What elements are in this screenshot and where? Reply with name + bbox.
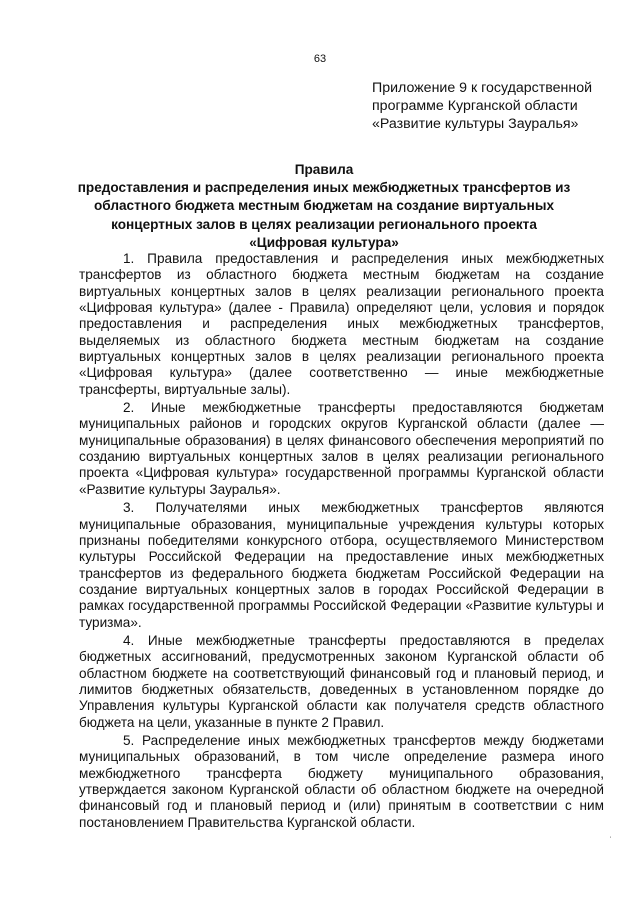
title-line: «Цифровая культура» bbox=[249, 234, 399, 250]
paragraph-4: 4. Иные межбюджетные трансферты предоставляются в пределах бюджетных ассигнований, предусмотренных законом Курганской области об областном бюджете на соответствующий финансовый год и плановый период, и лимитов бюджетных обязательств, доведенных в установленном порядке до Управления культуры Курганской области как получателя средств областного бюджета на цели, указанные в пункте 2 Правил. bbox=[79, 632, 604, 730]
title-line: Правила bbox=[294, 162, 354, 177]
title-line: предоставления и распределения иных межбюджетных трансфертов из bbox=[77, 180, 571, 196]
appendix-line: Приложение 9 к государственной bbox=[372, 80, 593, 96]
appendix-line: программе Курганской области bbox=[372, 98, 578, 114]
paragraph-1: 1. Правила предоставления и распределения иных межбюджетных трансфертов из областного бюджета местным бюджетам на создание виртуальных концертных залов в целях реализации регионального проекта «Цифровая культура» (далее - Правила) определяют цели, условия и порядок предоставления и распределения иных межбюджетных трансфертов, выделяемых из областного бюджета местным бюджетам на создание виртуальных концертных залов в целях реализации регионального проекта «Цифровая культура» (далее соответственно — иные межбюджетные трансферты, виртуальные залы). bbox=[79, 251, 604, 397]
appendix-line: «Развитие культуры Зауралья» bbox=[372, 116, 579, 132]
paragraph-5: 5. Распределение иных межбюджетных трансфертов между бюджетами муниципальных образований, в том числе определение размера иного межбюджетного трансферта бюджету муниципального образования, утверждается законом Курганской области об областном бюджете на очередной финансовый год и плановый период и (или) принятым в соответствии с ним постановлением Правительства Курганской области. bbox=[79, 732, 604, 830]
paragraph-2: 2. Иные межбюджетные трансферты предоставляются бюджетам муниципальных районов и городских округов Курганской области (далее — муниципальные образования) в целях финансового обеспечения мероприятий по созданию виртуальных концертных залов в целях реализации регионального проекта «Цифровая культура» государственной программы Курганской области «Развитие культуры Зауралья». bbox=[79, 400, 604, 497]
paragraph-3: 3. Получателями иных межбюджетных трансфертов являются муниципальные образования, муниципальные учреждения культуры которых признаны победителями конкурсного отбора, осуществляемого Министерством культуры Российской Федерации на предоставление иных межбюджетных трансфертов из федерального бюджета бюджетам Российской Федерации на создание виртуальных концертных залов в городах Российской Федерации в рамках государственной программы Российской Федерации «Развитие культуры и туризма». bbox=[79, 500, 604, 630]
title-line: областного бюджета местным бюджетам на создание виртуальных bbox=[93, 198, 555, 214]
page-number: 63 bbox=[313, 53, 327, 65]
document-body bbox=[79, 251, 604, 831]
appendix-header bbox=[372, 79, 632, 133]
scan-mark: ˌ bbox=[609, 828, 613, 839]
title-line: концертных залов в целях реализации регионального проекта bbox=[111, 216, 537, 232]
document-title bbox=[74, 161, 574, 252]
